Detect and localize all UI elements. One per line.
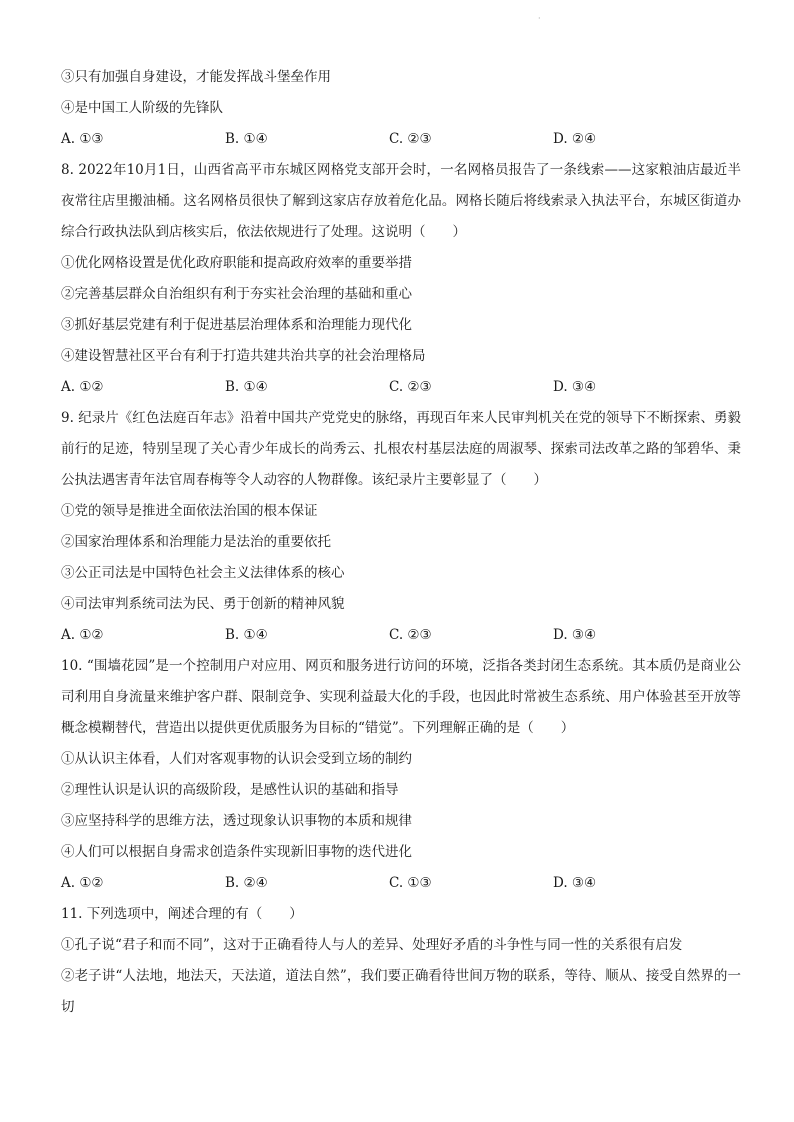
q9-option-1: ①党的领导是推进全面依法治国的根本保证 bbox=[61, 503, 318, 519]
q10-stem: 10. “围墙花园”是一个控制用户对应用、网页和服务进行访问的环境，泛指各类封闭生态系统。其本质仍是商业公司利用自身流量来维护客户群、限制竞争、实现利益最大化的手段，也因此时常被生态系统、用户体验甚至开放等概念模糊替代，营造出以提供更优质服务为目标的“错觉”。下列理解正确的是（ ） bbox=[61, 658, 741, 736]
q7-option-4: ④是中国工人阶级的先锋队 bbox=[61, 100, 223, 116]
q7-choice-b: B. ①④ bbox=[225, 131, 268, 147]
q8-choices bbox=[61, 372, 741, 403]
q9-stem: 9. 纪录片《红色法庭百年志》沿着中国共产党党史的脉络，再现百年来人民审判机关在党的领导下不断探索、勇毅前行的足迹，特别呈现了关心青少年成长的尚秀云、扎根农村基层法庭的周淑琴、探索司法改革之路的邹碧华、秉公执法遇害青年法官周春梅等令人动容的人物群像。该纪录片主要彰显了（ ） bbox=[61, 410, 741, 488]
q7-choice-d: D. ②④ bbox=[553, 131, 597, 147]
q11-option-1: ①孔子说“君子和而不同”，这对于正确看待人与人的差异、处理好矛盾的斗争性与同一性的关系很有启发 bbox=[61, 937, 683, 953]
q8-option-4: ④建设智慧社区平台有利于打造共建共治共享的社会治理格局 bbox=[61, 348, 426, 364]
q8-choice-c: C. ②③ bbox=[389, 379, 432, 395]
corner-mark: · bbox=[538, 14, 541, 23]
q9-choice-d: D. ③④ bbox=[553, 627, 597, 643]
q9-choices bbox=[61, 620, 741, 651]
q9-option-2: ②国家治理体系和治理能力是法治的重要依托 bbox=[61, 534, 331, 550]
q10-option-3: ③应坚持科学的思维方法，透过现象认识事物的本质和规律 bbox=[61, 813, 412, 829]
q10-choice-a: A. ①② bbox=[61, 875, 104, 891]
q8-choice-b: B. ①④ bbox=[225, 379, 268, 395]
q10-option-1: ①从认识主体看，人们对客观事物的认识会受到立场的制约 bbox=[61, 751, 412, 767]
q10-option-2: ②理性认识是认识的高级阶段，是感性认识的基础和指导 bbox=[61, 782, 399, 798]
q8-choice-d: D. ③④ bbox=[553, 379, 597, 395]
q10-option-4: ④人们可以根据自身需求创造条件实现新旧事物的迭代进化 bbox=[61, 844, 412, 860]
q9-choice-b: B. ①④ bbox=[225, 627, 268, 643]
q8-option-1: ①优化网格设置是优化政府职能和提高政府效率的重要举措 bbox=[61, 255, 412, 271]
q7-choice-a: A. ①③ bbox=[61, 131, 104, 147]
q7-option-3: ③只有加强自身建设，才能发挥战斗堡垒作用 bbox=[61, 69, 331, 85]
q8-option-2: ②完善基层群众自治组织有利于夯实社会治理的基础和重心 bbox=[61, 286, 412, 302]
q9-option-3: ③公正司法是中国特色社会主义法律体系的核心 bbox=[61, 565, 345, 581]
q8-option-3: ③抓好基层党建有利于促进基层治理体系和治理能力现代化 bbox=[61, 317, 412, 333]
q9-choice-c: C. ②③ bbox=[389, 627, 432, 643]
q11-stem: 11. 下列选项中，阐述合理的有（ ） bbox=[61, 906, 303, 922]
q7-choice-c: C. ②③ bbox=[389, 131, 432, 147]
q8-stem: 8. 2022年10月1日，山西省高平市东城区网格党支部开会时，一名网格员报告了一条线索——这家粮油店最近半夜常往店里搬油桶。这名网格员很快了解到这家店存放着危化品。网格长随后将线索录入执法平台，东城区街道办综合行政执法队到店核实后，依法依规进行了处理。这说明（ ） bbox=[61, 162, 741, 240]
q11-option-2: ②老子讲“人法地，地法天，天法道，道法自然”，我们要正确看待世间万物的联系，等待、顺从、接受自然界的一切 bbox=[61, 968, 741, 1015]
q10-choice-d: D. ③④ bbox=[553, 875, 597, 891]
q10-choice-b: B. ②④ bbox=[225, 875, 268, 891]
q9-option-4: ④司法审判系统司法为民、勇于创新的精神风貌 bbox=[61, 596, 345, 612]
question-content bbox=[61, 62, 741, 1023]
q8-choice-a: A. ①② bbox=[61, 379, 104, 395]
q10-choice-c: C. ①③ bbox=[389, 875, 432, 891]
q10-choices bbox=[61, 868, 741, 899]
q7-choices bbox=[61, 124, 741, 155]
q9-choice-a: A. ①② bbox=[61, 627, 104, 643]
